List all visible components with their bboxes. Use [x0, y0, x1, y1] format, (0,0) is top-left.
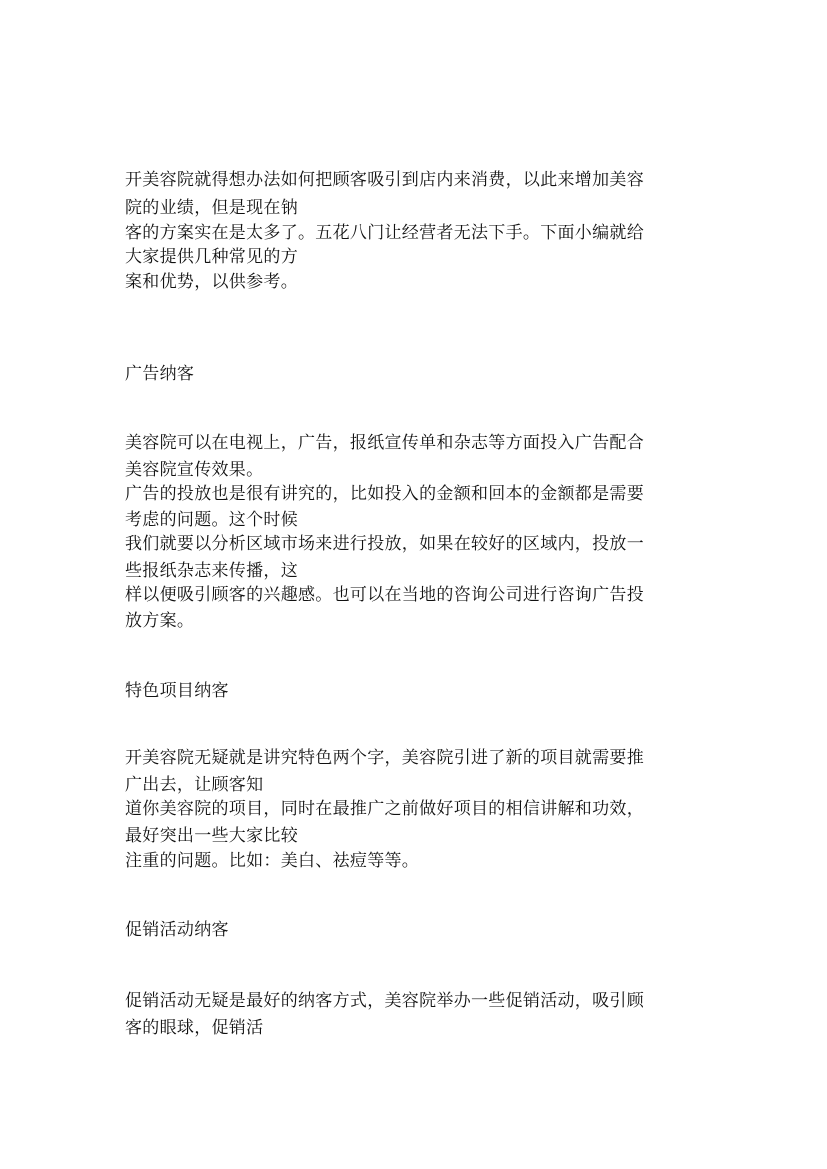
- paragraph-line: 样以便吸引顾客的兴趣感。也可以在当地的咨询公司进行咨询广告投: [125, 585, 644, 605]
- paragraph-line: 广告的投放也是很有讲究的，比如投入的金额和回本的金额都是需要: [125, 484, 644, 504]
- intro-line: 院的业绩，但是现在钠: [125, 198, 298, 218]
- paragraph-line: 最好突出一些大家比较: [125, 826, 298, 846]
- paragraph-line: 放方案。: [125, 611, 195, 631]
- paragraph-line: 我们就要以分析区域市场来进行投放，如果在较好的区域内，投放一: [125, 534, 644, 554]
- paragraph-line: 广出去，让顾客知: [125, 775, 264, 795]
- paragraph-line: 客的眼球，促销活: [125, 1018, 264, 1038]
- intro-line: 案和优势，以供参考。: [125, 272, 298, 292]
- paragraph-line: 美容院可以在电视上，广告，报纸宣传单和杂志等方面投入广告配合: [125, 433, 644, 453]
- paragraph-line: 美容院宣传效果。: [125, 460, 264, 480]
- intro-line: 开美容院就得想办法如何把顾客吸引到店内来消费，以此来增加美容: [125, 170, 644, 190]
- section-heading-special-projects: 特色项目纳客: [125, 681, 229, 701]
- paragraph-line: 些报纸杂志来传播，这: [125, 561, 298, 581]
- paragraph-line: 道你美容院的项目，同时在最推广之前做好项目的相信讲解和功效，: [125, 799, 644, 819]
- paragraph-line: 开美容院无疑就是讲究特色两个字，美容院引进了新的项目就需要推: [125, 748, 644, 768]
- paragraph-line: 考虑的问题。这个时候: [125, 510, 298, 530]
- section-heading-promotions: 促销活动纳客: [125, 920, 229, 940]
- section-heading-ads: 广告纳客: [125, 364, 195, 384]
- intro-line: 客的方案实在是太多了。五花八门让经营者无法下手。下面小编就给: [125, 223, 644, 243]
- intro-line: 大家提供几种常见的方: [125, 247, 298, 267]
- paragraph-line: 促销活动无疑是最好的纳客方式，美容院举办一些促销活动，吸引顾: [125, 991, 644, 1011]
- paragraph-line: 注重的问题。比如：美白、祛痘等等。: [125, 851, 420, 871]
